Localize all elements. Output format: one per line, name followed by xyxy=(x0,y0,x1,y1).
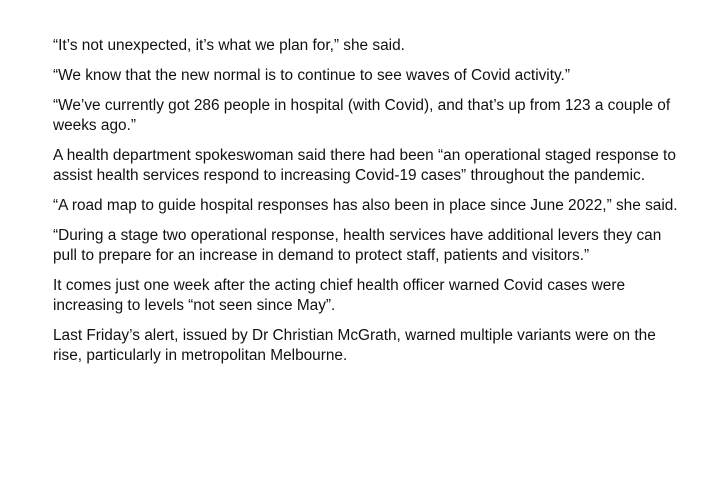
paragraph-3: “We’ve currently got 286 people in hospital (with Covid), and that’s up from 123 a couple of weeks ago.” xyxy=(53,97,671,134)
paragraph-1: “It’s not unexpected, it’s what we plan for,” she said. xyxy=(53,37,405,54)
paragraph-6: “During a stage two operational response, health services have additional levers they can pull to prepare for an increase in demand to protect staff, patients and visitors.” xyxy=(53,227,662,264)
paragraph-4: A health department spokeswoman said there had been “an operational staged response to assist health services respond to increasing Covid-19 cases” throughout the pandemic. xyxy=(53,147,676,184)
article-body xyxy=(53,36,683,376)
paragraph-5: “A road map to guide hospital responses has also been in place since June 2022,” she said. xyxy=(53,197,678,214)
paragraph-8: Last Friday’s alert, issued by Dr Christian McGrath, warned multiple variants were on the rise, particularly in metropolitan Melbourne. xyxy=(53,327,656,364)
paragraph-7: It comes just one week after the acting chief health officer warned Covid cases were increasing to levels “not seen since May”. xyxy=(53,277,626,314)
paragraph-2: “We know that the new normal is to continue to see waves of Covid activity.” xyxy=(53,67,570,84)
